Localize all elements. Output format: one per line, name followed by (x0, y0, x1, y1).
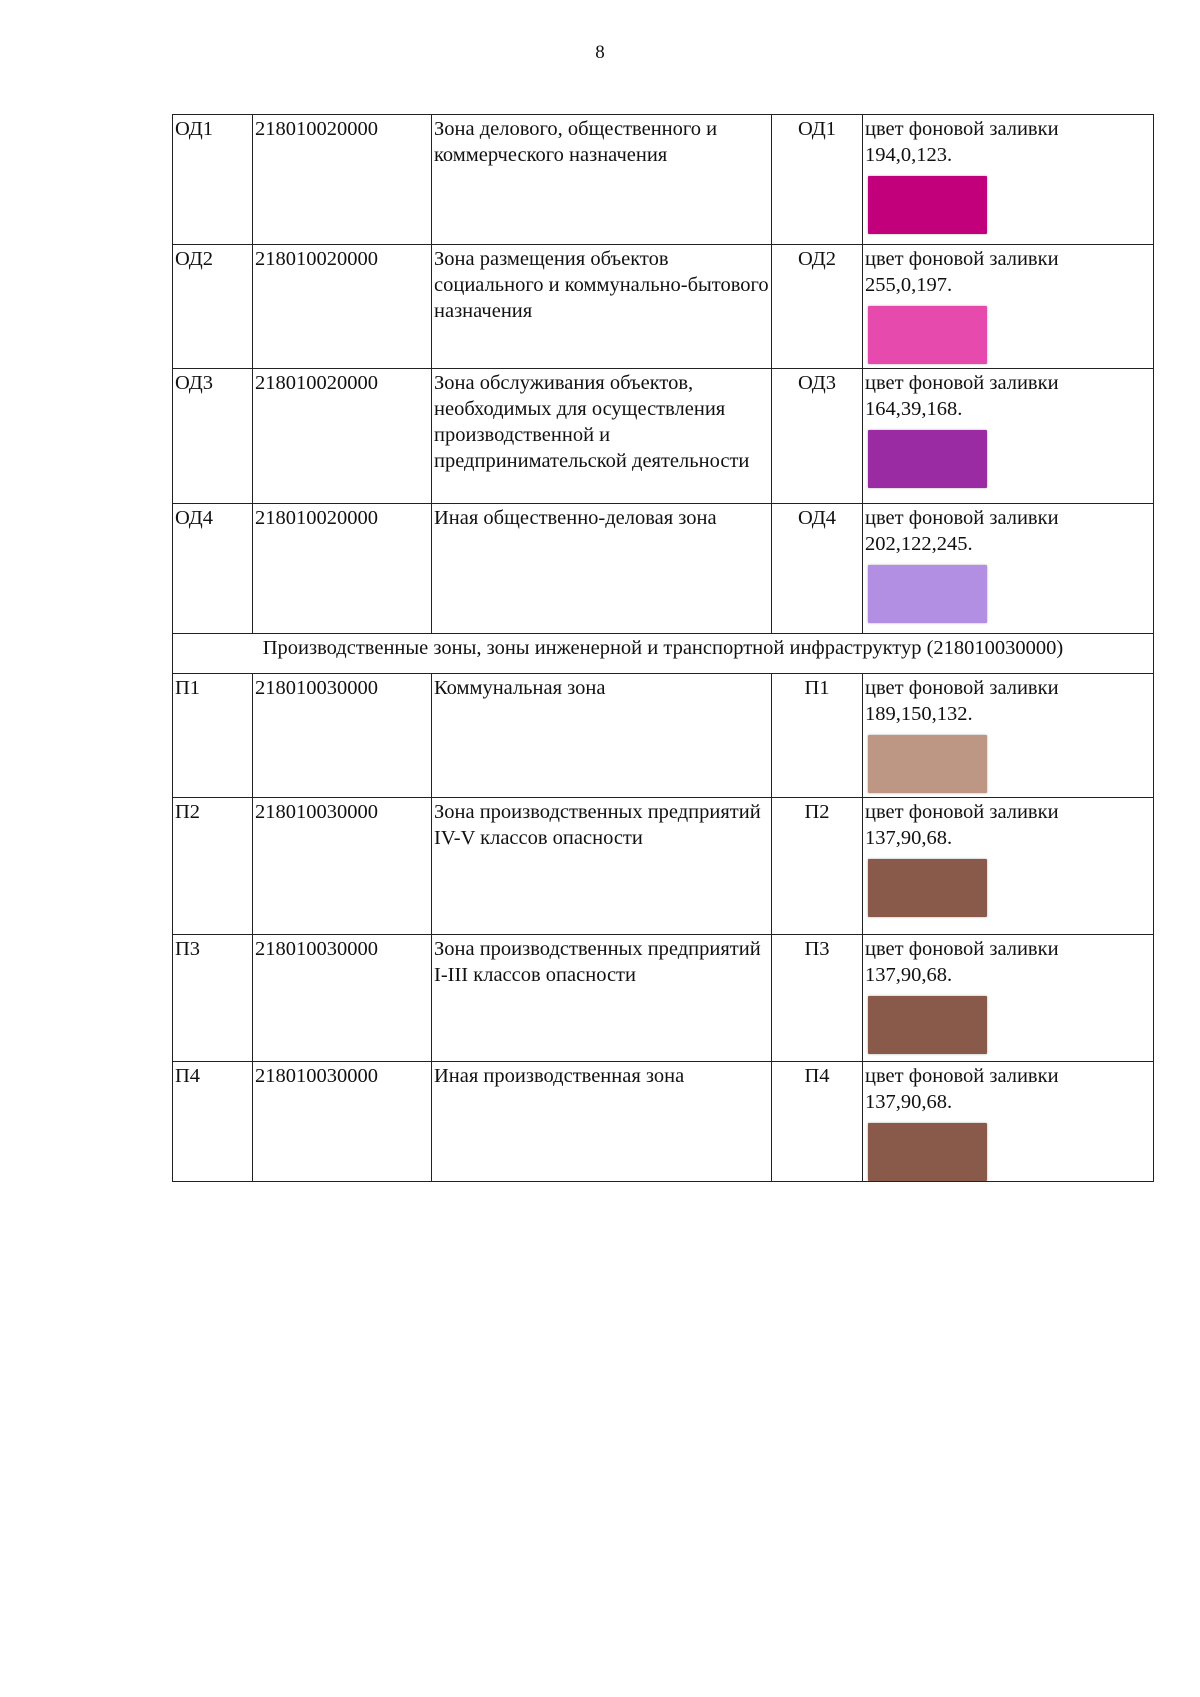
fill-label: цвет фоновой заливки (865, 1065, 1059, 1087)
zone-code: П3 (173, 935, 253, 1062)
zone-name: Иная производственная зона (432, 1062, 772, 1182)
zone-name: Зона делового, общественного и коммерческого назначения (432, 115, 772, 245)
table-row (173, 674, 1154, 798)
fill-cell (863, 798, 1154, 935)
classifier-code: 218010020000 (253, 369, 432, 504)
zone-name: Зона производственных предприятий IV-V классов опасности (432, 798, 772, 935)
fill-rgb: 255,0,197. (865, 274, 953, 296)
zone-name: Зона производственных предприятий I-III классов опасности (432, 935, 772, 1062)
fill-label: цвет фоновой заливки (865, 248, 1059, 270)
zone-code: ОД3 (173, 369, 253, 504)
fill-label: цвет фоновой заливки (865, 118, 1059, 140)
zone-code: П2 (173, 798, 253, 935)
zone-code: П4 (173, 1062, 253, 1182)
fill-label: цвет фоновой заливки (865, 938, 1059, 960)
fill-rgb: 164,39,168. (865, 398, 963, 420)
zone-name: Коммунальная зона (432, 674, 772, 798)
classifier-code: 218010030000 (253, 935, 432, 1062)
page-number: 8 (595, 42, 605, 63)
classifier-code: 218010020000 (253, 504, 432, 634)
zone-symbol: ОД4 (772, 504, 863, 634)
fill-rgb: 137,90,68. (865, 1091, 953, 1113)
fill-label: цвет фоновой заливки (865, 507, 1059, 529)
fill-cell (863, 504, 1154, 634)
zone-symbol: П4 (772, 1062, 863, 1182)
fill-cell (863, 935, 1154, 1062)
zone-symbol: П3 (772, 935, 863, 1062)
zone-name: Зона обслуживания объектов, необходимых для осуществления производственной и предпринимательской деятельности (432, 369, 772, 504)
table-row (173, 935, 1154, 1062)
color-swatch (868, 1123, 987, 1181)
fill-cell (863, 1062, 1154, 1182)
zone-name: Зона размещения объектов социального и коммунально-бытового назначения (432, 245, 772, 369)
classifier-code: 218010030000 (253, 1062, 432, 1182)
table-row (173, 798, 1154, 935)
fill-cell (863, 369, 1154, 504)
zone-symbol: ОД3 (772, 369, 863, 504)
zone-code: ОД2 (173, 245, 253, 369)
zone-code: П1 (173, 674, 253, 798)
fill-cell (863, 674, 1154, 798)
zone-symbol: П1 (772, 674, 863, 798)
zone-symbol: ОД1 (772, 115, 863, 245)
fill-rgb: 137,90,68. (865, 964, 953, 986)
table-row (173, 504, 1154, 634)
section-row (173, 634, 1154, 674)
classifier-code: 218010020000 (253, 115, 432, 245)
zone-symbol: ОД2 (772, 245, 863, 369)
color-swatch (868, 306, 987, 364)
color-swatch (868, 430, 987, 488)
zones-table (172, 114, 1154, 1182)
fill-cell (863, 115, 1154, 245)
fill-rgb: 137,90,68. (865, 827, 953, 849)
fill-cell (863, 245, 1154, 369)
zone-code: ОД1 (173, 115, 253, 245)
table-row (173, 1062, 1154, 1182)
color-swatch (868, 735, 987, 793)
table-row (173, 115, 1154, 245)
fill-rgb: 202,122,245. (865, 533, 973, 555)
fill-rgb: 189,150,132. (865, 703, 973, 725)
zone-name: Иная общественно-деловая зона (432, 504, 772, 634)
classifier-code: 218010030000 (253, 674, 432, 798)
color-swatch (868, 176, 987, 234)
classifier-code: 218010030000 (253, 798, 432, 935)
fill-label: цвет фоновой заливки (865, 372, 1059, 394)
table-row (173, 369, 1154, 504)
zone-code: ОД4 (173, 504, 253, 634)
table-row (173, 245, 1154, 369)
fill-label: цвет фоновой заливки (865, 801, 1059, 823)
classifier-code: 218010020000 (253, 245, 432, 369)
color-swatch (868, 859, 987, 917)
section-title: Производственные зоны, зоны инженерной и транспортной инфраструктур (218010030000) (173, 634, 1154, 674)
color-swatch (868, 996, 987, 1054)
fill-label: цвет фоновой заливки (865, 677, 1059, 699)
color-swatch (868, 565, 987, 623)
fill-rgb: 194,0,123. (865, 144, 953, 166)
zone-symbol: П2 (772, 798, 863, 935)
